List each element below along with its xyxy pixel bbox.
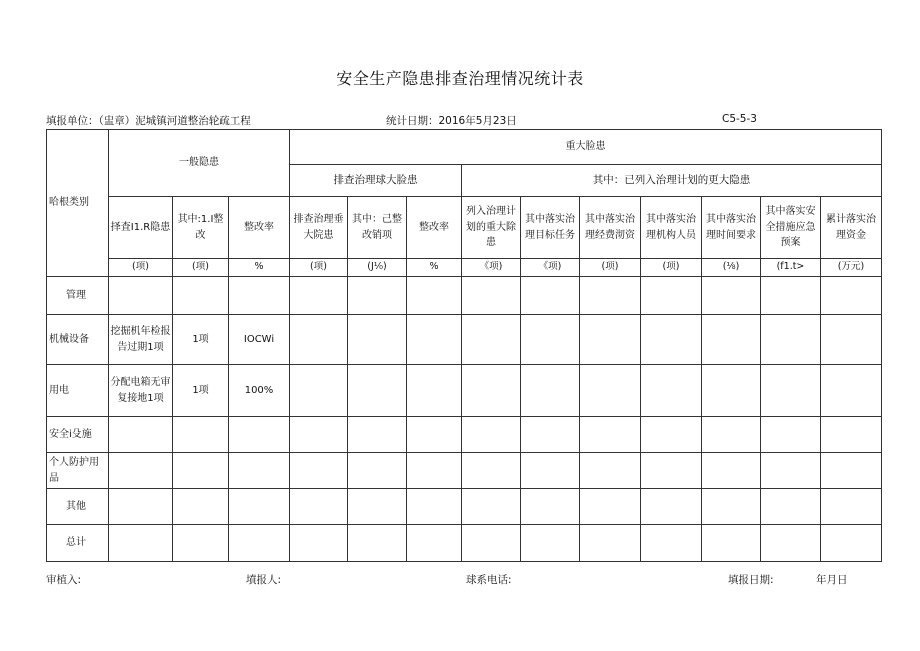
column-header: 整改率 [229, 197, 290, 259]
column-header: 排查治理垂大院患 [290, 197, 348, 259]
table-cell [702, 315, 761, 365]
table-cell [641, 417, 702, 453]
table-cell [290, 453, 348, 489]
table-cell [521, 277, 580, 315]
table-cell [290, 315, 348, 365]
table-cell: 1项 [173, 365, 229, 417]
table-cell [821, 365, 882, 417]
table-cell: 1项 [173, 315, 229, 365]
table-row [47, 365, 882, 417]
row-label: 管理 [47, 277, 109, 315]
table-cell [821, 315, 882, 365]
column-header: 其中：己整改销项 [348, 197, 407, 259]
table-cell [521, 417, 580, 453]
table-cell [702, 365, 761, 417]
table-cell [702, 453, 761, 489]
table-cell [702, 417, 761, 453]
table-cell [173, 525, 229, 562]
table-cell [641, 277, 702, 315]
table-cell [761, 525, 821, 562]
table-row [47, 277, 882, 315]
table-cell [348, 277, 407, 315]
table-cell [109, 453, 173, 489]
reporting-unit: 填报单位：（盅章）泥城镇河道整治轮疏工程 [46, 115, 251, 127]
table-cell [641, 489, 702, 525]
column-header: 累计落实治理资金 [821, 197, 882, 259]
table-row [47, 315, 882, 365]
column-header: 其中落实治理时间要求 [702, 197, 761, 259]
table-cell [641, 315, 702, 365]
table-cell [521, 525, 580, 562]
major-hazard-header: 重大脸患 [290, 130, 882, 165]
table-cell [821, 453, 882, 489]
unit-cell: (项) [580, 259, 641, 277]
table-cell [229, 489, 290, 525]
unit-cell: (f1.t> [761, 259, 821, 277]
table-cell [173, 453, 229, 489]
table-cell [641, 365, 702, 417]
table-cell [229, 525, 290, 562]
table-cell [702, 489, 761, 525]
table-cell [521, 315, 580, 365]
major-investigation-header: 排查治理球大脸患 [290, 165, 462, 197]
table-cell [109, 489, 173, 525]
table-cell [462, 365, 521, 417]
table-cell [109, 525, 173, 562]
table-cell [580, 417, 641, 453]
table-cell [407, 417, 462, 453]
unit-cell: 《项) [521, 259, 580, 277]
row-label: 用电 [47, 365, 109, 417]
column-header: 其中:1.I整改 [173, 197, 229, 259]
row-label: 安全i殳施 [47, 417, 109, 453]
table-cell [462, 315, 521, 365]
unit-cell: (项) [109, 259, 173, 277]
table-cell: 分配电箱无审复接地1项 [109, 365, 173, 417]
table-cell [462, 489, 521, 525]
table-cell [580, 365, 641, 417]
table-cell [821, 277, 882, 315]
table-cell [229, 417, 290, 453]
table-cell [641, 525, 702, 562]
column-header: 列入治理计划的重大除患 [462, 197, 521, 259]
unit-cell: 《项) [462, 259, 521, 277]
table-cell [521, 489, 580, 525]
unit-cell: (⅛) [702, 259, 761, 277]
unit-cell: (J¹⁄₀) [348, 259, 407, 277]
table-cell [348, 453, 407, 489]
unit-cell: % [229, 259, 290, 277]
table-cell [229, 453, 290, 489]
table-cell [173, 277, 229, 315]
unit-cell: (项) [173, 259, 229, 277]
table-cell [761, 315, 821, 365]
table-cell [761, 417, 821, 453]
table-cell [580, 453, 641, 489]
table-cell [109, 417, 173, 453]
table-cell [761, 365, 821, 417]
table-cell [229, 277, 290, 315]
column-header: 其中落实治理经费沏资 [580, 197, 641, 259]
row-label: 个人防护用品 [47, 453, 109, 489]
phone-label: 球系电话: [466, 574, 512, 586]
table-cell [407, 525, 462, 562]
table-cell [761, 277, 821, 315]
table-cell [348, 315, 407, 365]
table-cell [290, 277, 348, 315]
category-header: 哈根类别 [47, 130, 109, 277]
table-cell: 挖掘机年检报告过期1项 [109, 315, 173, 365]
table-cell [821, 489, 882, 525]
reviewer-label: 审植入: [46, 574, 82, 586]
table-row [47, 489, 882, 525]
table-cell [173, 489, 229, 525]
table-cell [462, 417, 521, 453]
page-title: 安全生产隐患排查治理情况统计表 [336, 69, 584, 88]
table-cell [521, 365, 580, 417]
form-code: C5-5-3 [722, 113, 757, 125]
table-cell [462, 525, 521, 562]
table-cell [641, 453, 702, 489]
table-cell [290, 489, 348, 525]
table-cell [407, 453, 462, 489]
unit-cell: (项) [641, 259, 702, 277]
column-header: 择査I1.R隐患 [109, 197, 173, 259]
table-row [47, 417, 882, 453]
row-label: 机械设备 [47, 315, 109, 365]
table-row [47, 453, 882, 489]
general-hazard-header: 一般隐患 [109, 130, 290, 197]
table-cell: IOCWi [229, 315, 290, 365]
fill-date-label: 填报日期: [728, 574, 774, 586]
column-header: 其中落实安全措施应急预案 [761, 197, 821, 259]
table-cell [521, 453, 580, 489]
table-cell [407, 315, 462, 365]
table-row [47, 525, 882, 562]
table-cell [821, 525, 882, 562]
table-cell [580, 489, 641, 525]
table-cell [290, 365, 348, 417]
major-listed-header: 其中：已列入治理计划的更大隐患 [462, 165, 882, 197]
unit-cell: (万元) [821, 259, 882, 277]
table-cell [348, 489, 407, 525]
table-cell [348, 525, 407, 562]
hazard-statistics-table [46, 129, 882, 562]
table-cell [821, 417, 882, 453]
column-header: 其中落实治理机构人员 [641, 197, 702, 259]
filler-label: 墳报人: [246, 574, 282, 586]
table-cell [109, 277, 173, 315]
table-cell [580, 277, 641, 315]
row-label: 其他 [47, 489, 109, 525]
table-cell [348, 365, 407, 417]
row-label: 总计 [47, 525, 109, 562]
unit-cell: % [407, 259, 462, 277]
table-cell [290, 525, 348, 562]
table-cell [290, 417, 348, 453]
column-header: 其中落实治理目标任务 [521, 197, 580, 259]
table-cell: 100% [229, 365, 290, 417]
statistics-date: 统计日期：2016年5月23日 [386, 115, 517, 127]
table-cell [407, 365, 462, 417]
unit-cell: (项) [290, 259, 348, 277]
table-cell [702, 277, 761, 315]
table-cell [761, 489, 821, 525]
table-cell [580, 525, 641, 562]
column-header-row [47, 197, 882, 259]
unit-row [47, 259, 882, 277]
table-cell [462, 453, 521, 489]
table-cell [407, 489, 462, 525]
table-cell [462, 277, 521, 315]
table-cell [348, 417, 407, 453]
column-header: 整改率 [407, 197, 462, 259]
table-cell [702, 525, 761, 562]
table-cell [407, 277, 462, 315]
table-cell [761, 453, 821, 489]
table-cell [173, 417, 229, 453]
fill-date-value: 年月日 [816, 574, 848, 586]
table-cell [580, 315, 641, 365]
